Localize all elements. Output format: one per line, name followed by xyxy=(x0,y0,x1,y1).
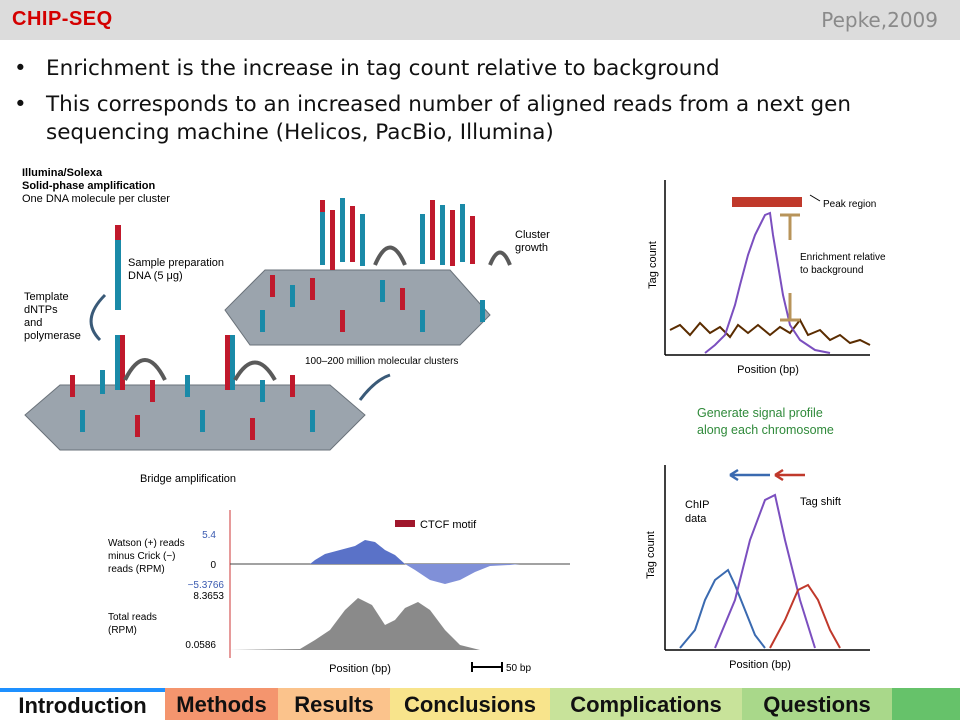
x-axis-label: Position (bp) xyxy=(737,364,799,376)
shift-arrow-right xyxy=(730,470,770,480)
enrichment-bracket xyxy=(780,215,800,320)
template-label: Template xyxy=(24,291,69,303)
scale-label: 50 bp xyxy=(506,663,532,674)
total-reads-label: Total reads xyxy=(108,612,157,623)
watson-area xyxy=(310,540,405,564)
bridge-strand xyxy=(235,363,275,381)
tag-shift-label: Tag shift xyxy=(800,496,841,508)
total-reads-area xyxy=(230,598,570,650)
clusters-caption: 100–200 million molecular clusters xyxy=(305,356,459,367)
tick-label: 0.0586 xyxy=(185,640,216,651)
bullet-text: Enrichment is the increase in tag count relative to background xyxy=(46,56,720,81)
watson-label: minus Crick (−) xyxy=(108,551,176,562)
illumina-note: One DNA molecule per cluster xyxy=(22,193,170,205)
tick-label: 5.4 xyxy=(202,530,216,541)
sample-dna-end xyxy=(115,225,121,240)
illumina-figure xyxy=(20,167,550,490)
sample-prep-label: Sample preparation xyxy=(128,257,225,269)
enrichment-label: to background xyxy=(800,265,864,276)
peak-region-label: Peak region xyxy=(823,199,877,210)
sample-dna xyxy=(115,230,121,310)
bridge-strand xyxy=(375,248,405,266)
watson-label: Watson (+) reads xyxy=(108,538,185,549)
ctcf-motif-label: CTCF motif xyxy=(420,519,477,531)
bullet-text: This corresponds to an increased number of aligned reads from a next gen sequencing machine (Helicos, PacBio, Illumina) xyxy=(46,92,851,145)
total-reads-label: (RPM) xyxy=(108,625,137,636)
nav-questions[interactable]: Questions xyxy=(742,688,892,720)
bullet-item xyxy=(14,55,934,83)
ctcf-motif-marker xyxy=(395,520,415,527)
nav-complications[interactable]: Complications xyxy=(550,688,742,720)
sample-prep-label: DNA (5 μg) xyxy=(128,270,183,282)
scale-bar xyxy=(472,662,502,672)
chip-label: data xyxy=(685,513,707,525)
cluster-platform xyxy=(225,270,490,345)
background-line xyxy=(670,320,870,345)
combined-profile xyxy=(715,495,815,648)
y-axis-label: Tag count xyxy=(647,241,659,289)
bridge-strand xyxy=(125,360,165,380)
tick-label: −5.3766 xyxy=(187,580,224,591)
template-label: dNTPs xyxy=(24,304,58,316)
peak-region-bar xyxy=(732,197,802,207)
signal-note-line: along each chromosome xyxy=(697,423,834,437)
watson-label: reads (RPM) xyxy=(108,564,165,575)
tagshift-chart xyxy=(640,460,880,680)
cluster-label: Cluster xyxy=(515,229,550,241)
title-bar xyxy=(0,0,960,40)
shift-arrow-left xyxy=(775,470,805,480)
bullet-dot: • xyxy=(14,56,27,81)
bridge-strand xyxy=(490,253,510,266)
y-axis-label: Tag count xyxy=(645,531,657,579)
template-label: polymerase xyxy=(24,330,81,342)
arrow-down xyxy=(91,295,105,340)
crick-area xyxy=(405,564,520,584)
slide-title: CHIP-SEQ xyxy=(12,8,113,30)
x-axis-label: Position (bp) xyxy=(729,659,791,671)
section-nav xyxy=(0,688,960,720)
chip-label: ChIP xyxy=(685,499,710,511)
bullet-item xyxy=(14,91,934,147)
tick-label: 0 xyxy=(210,560,216,571)
nav-results[interactable]: Results xyxy=(278,688,390,720)
ctcf-chart xyxy=(100,510,580,685)
signal-note-line: Generate signal profile xyxy=(697,406,823,420)
enrichment-label: Enrichment relative xyxy=(800,252,886,263)
bridge-caption: Bridge amplification xyxy=(140,473,236,485)
peak-chart xyxy=(640,175,930,385)
bullet-list xyxy=(14,55,934,155)
cluster-label: growth xyxy=(515,242,549,254)
nav-end-block xyxy=(892,688,960,720)
bullet-dot: • xyxy=(14,92,27,117)
x-axis-label: Position (bp) xyxy=(329,663,391,675)
arrow-up xyxy=(360,375,390,400)
nav-methods[interactable]: Methods xyxy=(165,688,278,720)
nav-conclusions[interactable]: Conclusions xyxy=(390,688,550,720)
illumina-heading: Illumina/Solexa xyxy=(22,167,103,179)
template-label: and xyxy=(24,317,43,329)
tick-label: 8.3653 xyxy=(193,591,224,602)
plus-strand-profile xyxy=(680,570,765,648)
nav-introduction[interactable]: Introduction xyxy=(0,688,165,720)
citation: Pepke,2009 xyxy=(821,8,938,32)
signal-note xyxy=(697,405,834,439)
peak-label-leader xyxy=(810,195,820,201)
illumina-subheading: Solid-phase amplification xyxy=(22,180,156,192)
